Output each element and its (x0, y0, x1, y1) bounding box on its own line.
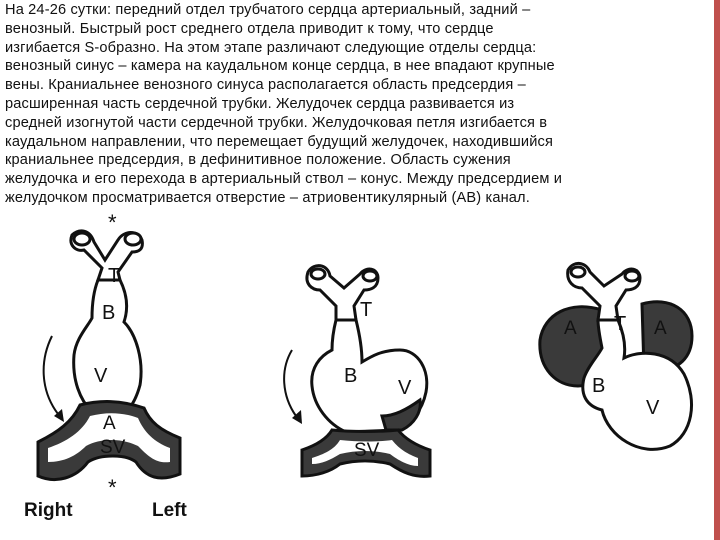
label-left-side: Left (152, 500, 187, 521)
stage-1-label-t: T (108, 265, 121, 287)
stage-2-label-v: V (398, 377, 412, 399)
stage-3-label-a-left: A (564, 318, 577, 339)
stage-1-label-b: B (102, 302, 116, 324)
stage-1-label-v: V (94, 365, 108, 387)
stage-1-left-vessel-opening (74, 233, 90, 245)
slide-body-text: На 24-26 сутки: передний отдел трубчатого сердца артериальный, задний – венозный. Быстрый рост среднего отдела приводит к тому, что сердце изгибается S-образно. На этом этапе различают следующие отделы сердца: венозный синус – камера на каудальном конце сердца, в нее впадают крупные вены. Краниальнее венозного синуса располагается область предсердия – расширенная часть сердечной трубки. Желудочек сердца развивается из средней изогнутой части сердечной трубки. Желудочковая петля изгибается в каудальном направлении, что перемещает будущий желудочек, находившийся краниальнее предсердия, в дефинитивное положение. Область сужения желудочка и его перехода в артериальный ствол – конус. Между предсердием и желудочком просматривается отверстие – атриовентикулярный (АВ) канал. (5, 2, 563, 206)
slide-accent-bar (714, 0, 720, 540)
stage-2-rotation-arrow (284, 350, 296, 416)
stage-3-right-vessel-opening (625, 271, 639, 281)
stage-1-asterisk-bottom: * (108, 475, 117, 500)
heart-stages-diagram (10, 210, 700, 530)
stage-2-label-b: B (344, 365, 358, 387)
stage-2-label-sv: SV (354, 440, 380, 461)
stage-1-label-a: A (103, 413, 116, 434)
stage-2-left-vessel-opening (311, 269, 325, 279)
stage-1-label-sv: SV (100, 437, 126, 458)
label-right-side: Right (24, 500, 73, 521)
stage-2-label-t: T (360, 299, 373, 321)
stage-3-label-v: V (646, 397, 660, 419)
stage-3-left-vessel-opening (571, 267, 585, 277)
stage-1-rotation-arrow (44, 336, 58, 414)
stage-3-label-a-right: A (654, 318, 667, 339)
stage-1-right-vessel-opening (125, 233, 141, 245)
stage-3-label-b: B (592, 375, 606, 397)
stage-1-heart-tube (74, 280, 141, 412)
stage-3-heart (540, 263, 692, 449)
stage-1-asterisk-top: * (108, 210, 117, 235)
stage-2-right-vessel-opening (363, 271, 377, 281)
heart-development-figure (10, 210, 700, 530)
stage-3-label-t: T (614, 313, 627, 335)
